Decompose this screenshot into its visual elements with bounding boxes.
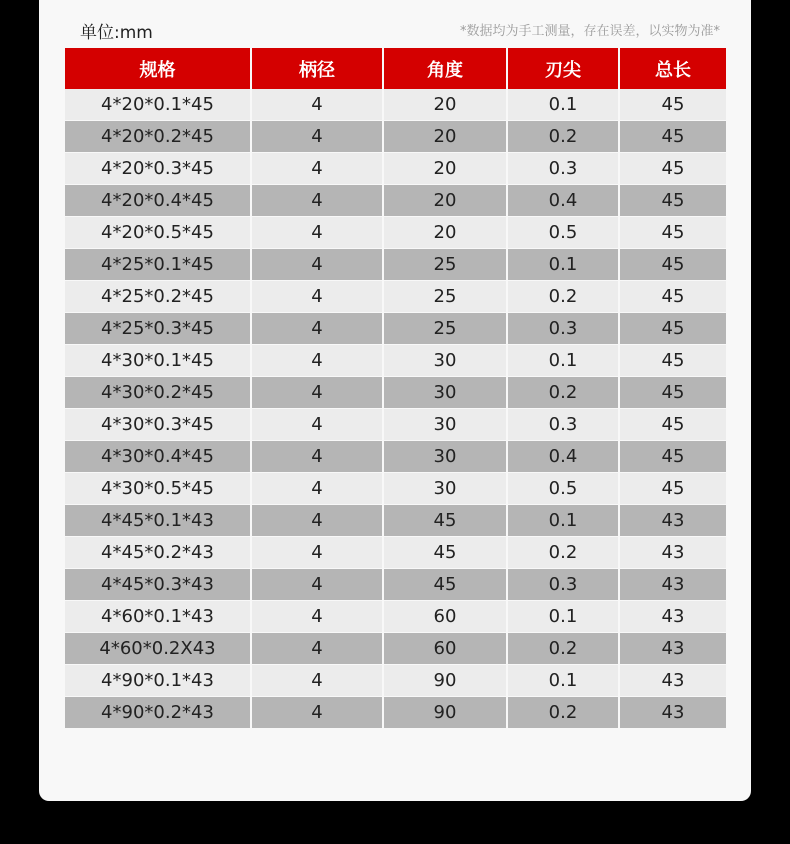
cell-angle: 20 <box>383 153 507 185</box>
cell-shank-diameter: 4 <box>251 249 383 281</box>
header-tip: 刃尖 <box>507 48 619 89</box>
table-row <box>65 121 726 153</box>
cell-angle: 60 <box>383 601 507 633</box>
table-header-row <box>65 48 726 89</box>
header-spec: 规格 <box>65 48 251 89</box>
cell-total-length: 45 <box>619 473 726 505</box>
cell-angle: 25 <box>383 313 507 345</box>
table-row <box>65 281 726 313</box>
cell-spec: 4*30*0.5*45 <box>65 473 251 505</box>
cell-shank-diameter: 4 <box>251 537 383 569</box>
cell-angle: 30 <box>383 441 507 473</box>
cell-angle: 30 <box>383 377 507 409</box>
cell-total-length: 45 <box>619 153 726 185</box>
cell-angle: 20 <box>383 217 507 249</box>
cell-shank-diameter: 4 <box>251 313 383 345</box>
cell-shank-diameter: 4 <box>251 89 383 121</box>
cell-spec: 4*30*0.1*45 <box>65 345 251 377</box>
cell-shank-diameter: 4 <box>251 633 383 665</box>
header-total-length: 总长 <box>619 48 726 89</box>
cell-tip: 0.3 <box>507 153 619 185</box>
cell-tip: 0.2 <box>507 537 619 569</box>
cell-shank-diameter: 4 <box>251 153 383 185</box>
table-row <box>65 409 726 441</box>
cell-spec: 4*30*0.4*45 <box>65 441 251 473</box>
header-angle: 角度 <box>383 48 507 89</box>
cell-spec: 4*25*0.1*45 <box>65 249 251 281</box>
cell-spec: 4*20*0.5*45 <box>65 217 251 249</box>
cell-angle: 45 <box>383 537 507 569</box>
cell-tip: 0.2 <box>507 633 619 665</box>
unit-label: 单位:mm <box>80 23 153 43</box>
cell-tip: 0.1 <box>507 601 619 633</box>
cell-spec: 4*60*0.1*43 <box>65 601 251 633</box>
cell-spec: 4*45*0.2*43 <box>65 537 251 569</box>
cell-shank-diameter: 4 <box>251 601 383 633</box>
cell-spec: 4*60*0.2X43 <box>65 633 251 665</box>
table-row <box>65 217 726 249</box>
cell-spec: 4*30*0.2*45 <box>65 377 251 409</box>
cell-spec: 4*90*0.2*43 <box>65 697 251 729</box>
table-row <box>65 185 726 217</box>
cell-spec: 4*20*0.1*45 <box>65 89 251 121</box>
cell-angle: 20 <box>383 185 507 217</box>
cell-shank-diameter: 4 <box>251 185 383 217</box>
cell-tip: 0.4 <box>507 185 619 217</box>
table-row <box>65 537 726 569</box>
cell-total-length: 43 <box>619 665 726 697</box>
cell-shank-diameter: 4 <box>251 505 383 537</box>
cell-angle: 25 <box>383 249 507 281</box>
cell-spec: 4*45*0.1*43 <box>65 505 251 537</box>
cell-shank-diameter: 4 <box>251 377 383 409</box>
cell-total-length: 43 <box>619 505 726 537</box>
cell-angle: 60 <box>383 633 507 665</box>
table-row <box>65 633 726 665</box>
cell-spec: 4*25*0.2*45 <box>65 281 251 313</box>
measurement-note: *数据均为手工测量，存在误差，以实物为准* <box>459 24 720 39</box>
table-row <box>65 473 726 505</box>
cell-shank-diameter: 4 <box>251 345 383 377</box>
table-row <box>65 153 726 185</box>
cell-spec: 4*20*0.2*45 <box>65 121 251 153</box>
cell-total-length: 43 <box>619 537 726 569</box>
cell-total-length: 45 <box>619 185 726 217</box>
table-row <box>65 89 726 121</box>
cell-total-length: 45 <box>619 345 726 377</box>
cell-tip: 0.4 <box>507 441 619 473</box>
table-row <box>65 313 726 345</box>
cell-tip: 0.3 <box>507 409 619 441</box>
cell-angle: 45 <box>383 569 507 601</box>
cell-tip: 0.2 <box>507 281 619 313</box>
cell-tip: 0.1 <box>507 505 619 537</box>
cell-tip: 0.2 <box>507 697 619 729</box>
cell-spec: 4*20*0.3*45 <box>65 153 251 185</box>
table-row <box>65 377 726 409</box>
cell-total-length: 45 <box>619 409 726 441</box>
cell-angle: 25 <box>383 281 507 313</box>
cell-tip: 0.3 <box>507 569 619 601</box>
cell-angle: 45 <box>383 505 507 537</box>
cell-angle: 30 <box>383 473 507 505</box>
cell-angle: 90 <box>383 665 507 697</box>
cell-tip: 0.2 <box>507 377 619 409</box>
table-row <box>65 249 726 281</box>
cell-total-length: 45 <box>619 281 726 313</box>
table-row <box>65 569 726 601</box>
cell-angle: 20 <box>383 89 507 121</box>
cell-tip: 0.1 <box>507 89 619 121</box>
cell-tip: 0.5 <box>507 217 619 249</box>
table-row <box>65 505 726 537</box>
cell-total-length: 45 <box>619 441 726 473</box>
table-row <box>65 665 726 697</box>
cell-total-length: 43 <box>619 601 726 633</box>
cell-angle: 30 <box>383 409 507 441</box>
cell-shank-diameter: 4 <box>251 697 383 729</box>
cell-shank-diameter: 4 <box>251 665 383 697</box>
cell-angle: 20 <box>383 121 507 153</box>
cell-total-length: 45 <box>619 377 726 409</box>
cell-tip: 0.2 <box>507 121 619 153</box>
cell-tip: 0.3 <box>507 313 619 345</box>
cell-total-length: 43 <box>619 697 726 729</box>
cell-shank-diameter: 4 <box>251 569 383 601</box>
cell-angle: 90 <box>383 697 507 729</box>
cell-angle: 30 <box>383 345 507 377</box>
spec-table <box>65 48 726 729</box>
table-row <box>65 441 726 473</box>
cell-tip: 0.1 <box>507 249 619 281</box>
cell-total-length: 45 <box>619 89 726 121</box>
cell-spec: 4*45*0.3*43 <box>65 569 251 601</box>
cell-total-length: 45 <box>619 249 726 281</box>
cell-shank-diameter: 4 <box>251 473 383 505</box>
cell-tip: 0.1 <box>507 345 619 377</box>
cell-total-length: 45 <box>619 217 726 249</box>
cell-shank-diameter: 4 <box>251 217 383 249</box>
cell-spec: 4*20*0.4*45 <box>65 185 251 217</box>
cell-tip: 0.5 <box>507 473 619 505</box>
cell-shank-diameter: 4 <box>251 121 383 153</box>
cell-spec: 4*90*0.1*43 <box>65 665 251 697</box>
cell-total-length: 45 <box>619 313 726 345</box>
table-row <box>65 697 726 729</box>
spec-card <box>39 0 751 801</box>
table-row <box>65 345 726 377</box>
cell-shank-diameter: 4 <box>251 409 383 441</box>
cell-total-length: 45 <box>619 121 726 153</box>
cell-spec: 4*30*0.3*45 <box>65 409 251 441</box>
cell-spec: 4*25*0.3*45 <box>65 313 251 345</box>
cell-total-length: 43 <box>619 569 726 601</box>
cell-shank-diameter: 4 <box>251 281 383 313</box>
cell-total-length: 43 <box>619 633 726 665</box>
header-shank-diameter: 柄径 <box>251 48 383 89</box>
table-row <box>65 601 726 633</box>
cell-shank-diameter: 4 <box>251 441 383 473</box>
cell-tip: 0.1 <box>507 665 619 697</box>
